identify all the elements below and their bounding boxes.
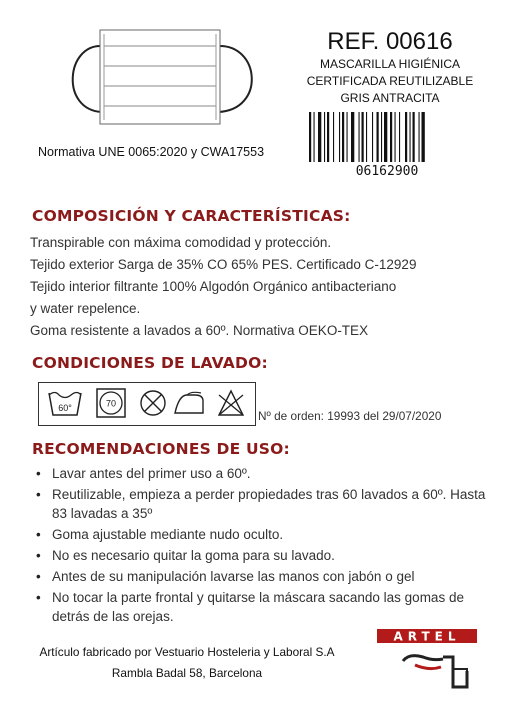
list-item: • No tocar la parte frontal y quitarse la máscara sacando las gomas de detrás de las orejas. <box>34 588 494 626</box>
composition-line: y water repelence. <box>30 301 141 316</box>
washing-heading: CONDICIONES DE LAVADO: <box>32 354 268 372</box>
manufacturer-line: Artículo fabricado por Vestuario Hosteleria y Laboral S.A <box>39 645 335 659</box>
composition-line: Tejido interior filtrante 100% Algodón Orgánico antibacteriano <box>30 279 397 294</box>
composition-line: Transpirable con máxima comodidad y protección. <box>30 235 332 250</box>
mask-illustration-icon <box>58 28 268 128</box>
composition-line: Tejido exterior Sarga de 35% CO 65% PES. Certificado C-12929 <box>30 257 417 272</box>
barcode-number: 06162900 <box>355 164 419 179</box>
composition-heading: COMPOSICIÓN Y CARACTERÍSTICAS: <box>32 207 351 225</box>
care-symbols <box>47 387 247 419</box>
list-item: • Reutilizable, empieza a perder propiedades tras 60 lavados a 60º. Hasta 83 lavadas a 35º <box>34 485 494 523</box>
list-item: • No es necesario quitar la goma para su lavado. <box>34 546 494 565</box>
wash-60-icon <box>49 393 81 416</box>
barcode-icon <box>307 110 467 167</box>
logo-text: ARTEL <box>393 629 461 644</box>
recommendations-list <box>34 464 494 628</box>
list-item: • Antes de su manipulación lavarse las manos con jabón o gel <box>34 567 494 586</box>
list-item: • Lavar antes del primer uso a 60º. <box>34 464 494 483</box>
normativa-text: Normativa UNE 0065:2020 y CWA17553 <box>38 145 265 159</box>
reference-number: REF. 00616 <box>327 28 453 55</box>
list-item: • Goma ajustable mediante nudo oculto. <box>34 525 494 544</box>
address-line: Rambla Badal 58, Barcelona <box>111 666 263 680</box>
manufacturer-info <box>22 642 352 684</box>
description-line: MASCARILLA HIGIÉNICA <box>319 57 461 71</box>
composition-text <box>30 232 416 342</box>
artel-logo <box>373 627 483 693</box>
dry-temp-label: 70 <box>105 398 117 409</box>
description-line: CERTIFICADA REUTILIZABLE <box>306 74 474 88</box>
description-line: GRIS ANTRACITA <box>340 91 440 105</box>
iron-icon <box>175 392 203 413</box>
product-description <box>290 56 490 107</box>
no-tumble-dry-icon <box>141 391 165 415</box>
composition-line: Goma resistente a lavados a 60º. Normativa OEKO-TEX <box>30 323 369 338</box>
tumble-dry-70-icon <box>97 389 125 417</box>
order-number: Nº de orden: 19993 del 29/07/2020 <box>258 409 442 423</box>
no-bleach-icon <box>219 391 243 415</box>
recommendations-heading: RECOMENDACIONES DE USO: <box>32 440 290 458</box>
wash-temp-label: 60° <box>58 403 72 413</box>
